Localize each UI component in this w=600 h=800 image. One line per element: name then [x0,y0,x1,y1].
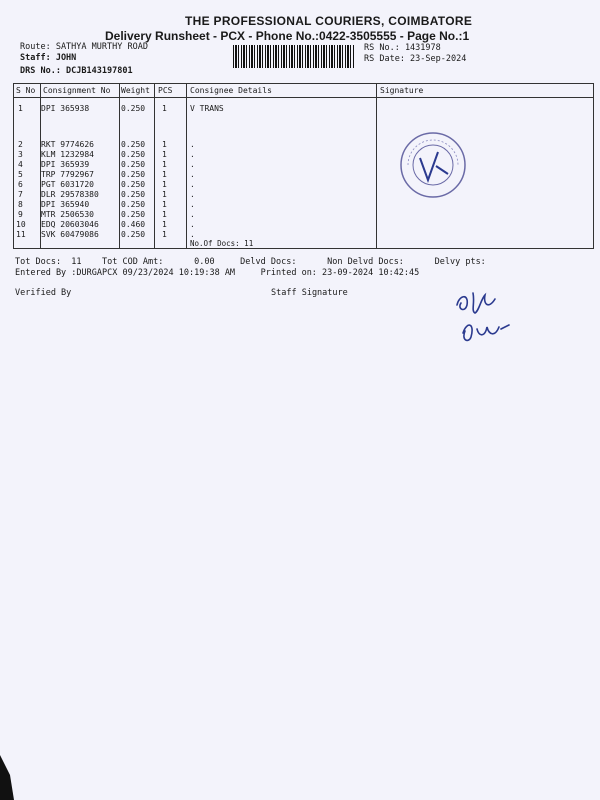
verified-by-label: Verified By [15,288,72,298]
row-9-consignment: MTR 2506530 [41,210,94,219]
runsheet-table [13,83,594,249]
company-title: THE PROFESSIONAL COURIERS, COIMBATORE [185,14,473,28]
row-2-weight: 0.250 [121,140,146,149]
row-8-sno: 8 [18,200,23,209]
row-7-consignment: DLR 29578380 [41,190,99,199]
row-6-weight: 0.250 [121,180,146,189]
row-9-weight: 0.250 [121,210,146,219]
company-seal-stamp-icon [398,130,468,200]
row-4-sno: 4 [18,160,23,169]
row-5-details: . [190,170,195,179]
row-10-details: . [190,220,195,229]
row-10-sno: 10 [16,220,26,229]
header-weight: Weight [121,86,150,95]
no-of-docs: No.Of Docs: 11 [190,239,254,248]
row-2-sno: 2 [18,140,23,149]
drs-number: DRS No.: DCJB143197801 [20,66,133,76]
rs-number: RS No.: 1431978 [364,43,441,53]
row-11-sno: 11 [16,230,26,239]
totals-line: Tot Docs: 11 Tot COD Amt: 0.00 Delvd Docs: Non Delvd Docs: Delvy pts: [15,257,486,267]
row-2-pcs: 1 [162,140,167,149]
row-8-pcs: 1 [162,200,167,209]
row-11-details: . [190,230,195,239]
header-details: Consignee Details [190,86,272,95]
row-4-weight: 0.250 [121,160,146,169]
row-11-consignment: SVK 60479086 [41,230,99,239]
row-7-sno: 7 [18,190,23,199]
row-7-weight: 0.250 [121,190,146,199]
header-consignment: Consignment No [43,86,111,95]
barcode [233,45,355,68]
row-7-pcs: 1 [162,190,167,199]
route-label: Route: SATHYA MURTHY ROAD [20,42,148,52]
row-5-consignment: TRP 7792967 [41,170,94,179]
row-4-pcs: 1 [162,160,167,169]
runsheet-subtitle: Delivery Runsheet - PCX - Phone No.:0422-3505555 - Page No.:1 [105,29,470,43]
row-1-consignment: DPI 365938 [41,104,90,113]
row-5-pcs: 1 [162,170,167,179]
row-10-weight: 0.460 [121,220,146,229]
header-pcs: PCS [158,86,173,95]
row-8-details: . [190,200,195,209]
row-3-sno: 3 [18,150,23,159]
staff-signature-label: Staff Signature [271,288,348,298]
row-1-sno: 1 [18,104,23,113]
rs-date: RS Date: 23-Sep-2024 [364,54,467,64]
row-2-consignment: RKT 9774626 [41,140,94,149]
row-11-pcs: 1 [162,230,167,239]
row-1-weight: 0.250 [121,104,146,113]
row-3-details: . [190,150,195,159]
header-signature: Signature [380,86,424,95]
row-2-details: . [190,140,195,149]
row-10-pcs: 1 [162,220,167,229]
row-7-details: . [190,190,195,199]
row-10-consignment: EDQ 20603046 [41,220,99,229]
row-3-weight: 0.250 [121,150,146,159]
staff-label: Staff: JOHN [20,53,77,63]
row-9-details: . [190,210,195,219]
row-4-details: . [190,160,195,169]
row-6-consignment: PGT 6031720 [41,180,94,189]
scan-edge-mark [0,755,20,800]
entered-by-line: Entered By :DURGAPCX 09/23/2024 10:19:38 AM Printed on: 23-09-2024 10:42:45 [15,268,420,278]
row-8-weight: 0.250 [121,200,146,209]
row-1-pcs: 1 [162,104,167,113]
row-8-consignment: DPI 365940 [41,200,90,209]
handwritten-signature-icon [445,283,520,358]
row-3-consignment: KLM 1232984 [41,150,94,159]
row-6-details: . [190,180,195,189]
row-5-weight: 0.250 [121,170,146,179]
row-6-sno: 6 [18,180,23,189]
row-9-sno: 9 [18,210,23,219]
row-4-consignment: DPI 365939 [41,160,90,169]
row-6-pcs: 1 [162,180,167,189]
row-9-pcs: 1 [162,210,167,219]
row-11-weight: 0.250 [121,230,146,239]
row-5-sno: 5 [18,170,23,179]
header-sno: S No [16,86,36,95]
row-3-pcs: 1 [162,150,167,159]
row-1-details: V TRANS [190,104,224,113]
